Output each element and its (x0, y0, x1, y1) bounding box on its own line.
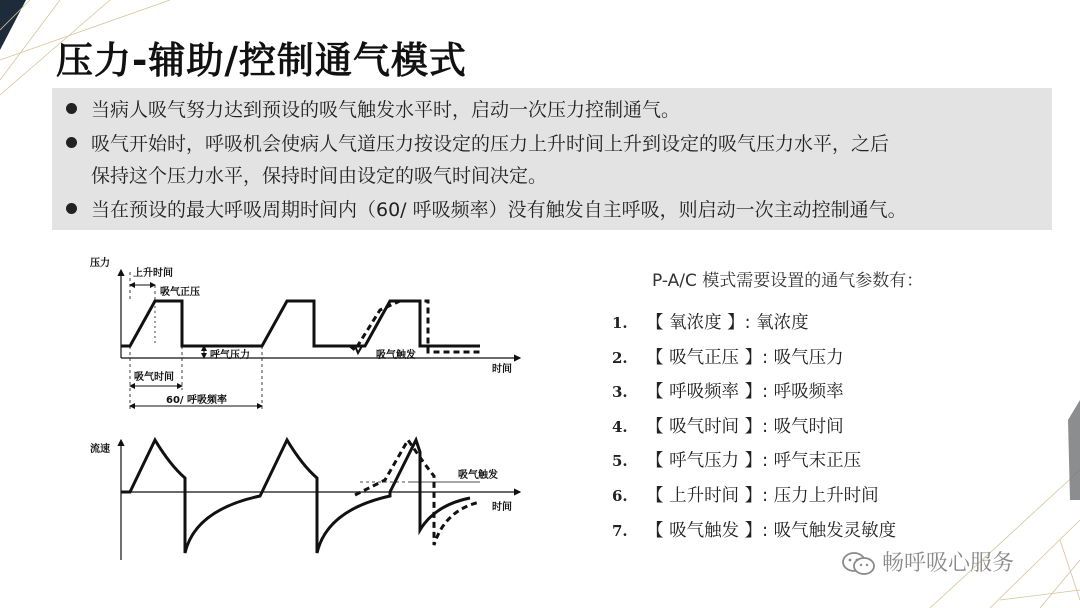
item-number: 7. (612, 521, 628, 540)
bullet-text-continued: 保持这个压力水平，保持时间由设定的吸气时间决定。 (91, 165, 548, 187)
flow-curve (121, 440, 470, 553)
time-axis-label: 时间 (492, 364, 512, 375)
gold-lines-bottom (930, 470, 1080, 608)
insp-trigger-label: 吸气触发 (376, 350, 416, 361)
list-item (612, 410, 896, 445)
bullet-dot-icon (66, 137, 77, 148)
rise-time-label: 上升时间 (133, 268, 173, 279)
item-number: 5. (612, 452, 628, 471)
cycle-time-label: 60/ 呼吸频率 (166, 395, 228, 406)
bullet-item (66, 128, 889, 192)
item-text: 【 上升时间 】: 压力上升时间 (646, 485, 879, 506)
list-item (612, 306, 896, 341)
list-item (612, 479, 896, 514)
flow-axis-label: 流速 (90, 444, 110, 455)
bullet-box (52, 88, 1052, 230)
insp-time-label: 吸气时间 (134, 372, 174, 383)
bullet-item (66, 194, 907, 226)
item-text: 【 吸气时间 】: 吸气时间 (646, 416, 844, 437)
item-number: 3. (612, 383, 628, 402)
exp-pressure-label: 呼气压力 (210, 350, 250, 361)
list-item (612, 444, 896, 479)
item-text: 【 氧浓度 】: 氧浓度 (646, 313, 809, 333)
insp-pressure-label: 吸气正压 (160, 287, 200, 298)
item-text: 【 吸气正压 】: 吸气压力 (646, 347, 844, 368)
item-text: 【 呼气压力 】: 呼气末正压 (646, 451, 862, 472)
bullet-item (66, 94, 680, 126)
pressure-axis-label: 压力 (90, 258, 110, 269)
item-number: 4. (612, 417, 628, 436)
wechat-icon (842, 551, 876, 577)
item-text: 【 吸气触发 】: 吸气触发灵敏度 (646, 520, 897, 541)
bullet-text: 当在预设的最大呼吸周期时间内（60/ 呼吸频率）没有触发自主呼吸，则启动一次主动控制通气。 (91, 199, 907, 221)
item-number: 1. (612, 314, 628, 332)
bullet-dot-icon (66, 203, 77, 214)
wechat-watermark (842, 546, 1014, 577)
slide-title: 压力-辅助/控制通气模式 (56, 39, 467, 82)
pressure-curve (121, 301, 480, 346)
mode-params-title: P-A/C 模式需要设置的通气参数有： (652, 271, 924, 291)
pressure-curve-triggered (350, 301, 480, 352)
waveform-diagram (80, 240, 540, 570)
list-item (612, 514, 896, 549)
flow-trigger-label: 吸气触发 (458, 470, 498, 481)
item-text: 【 呼吸频率 】: 呼吸频率 (646, 382, 844, 403)
list-item (612, 341, 896, 376)
bullet-dot-icon (66, 103, 77, 114)
list-item (612, 375, 896, 410)
bullet-text: 当病人吸气努力达到预设的吸气触发水平时，启动一次压力控制通气。 (91, 99, 681, 121)
watermark-text: 畅呼吸心服务 (882, 551, 1015, 576)
grey-accent-shape (1068, 400, 1080, 500)
bullet-text: 吸气开始时，呼吸机会使病人气道压力按设定的压力上升时间上升到设定的吸气压力水平，之后 (91, 133, 890, 155)
params-list (612, 306, 896, 548)
flow-time-axis-label: 时间 (492, 502, 512, 513)
item-number: 2. (612, 348, 628, 367)
item-number: 6. (612, 486, 628, 505)
